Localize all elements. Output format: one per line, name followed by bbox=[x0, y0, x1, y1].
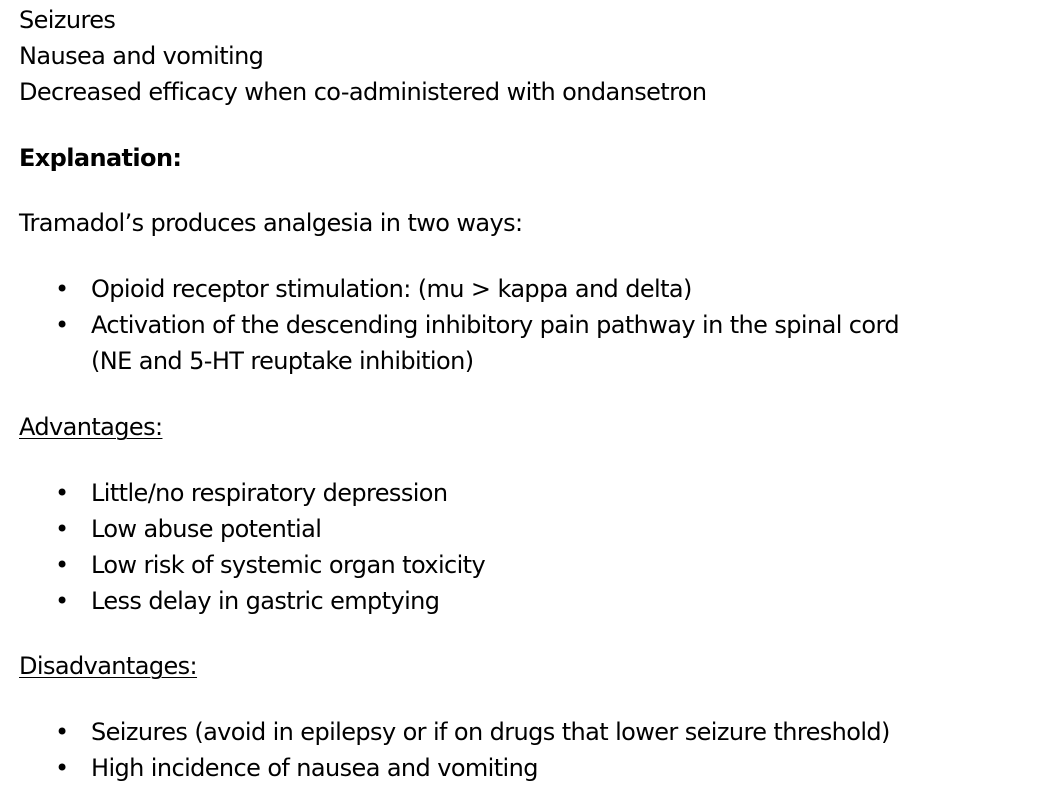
explanation-intro: Tramadol’s produces analgesia in two ways: bbox=[19, 209, 523, 237]
bullet-icon: • bbox=[55, 275, 69, 303]
bullet-icon: • bbox=[55, 479, 69, 507]
bullet-icon: • bbox=[55, 311, 69, 339]
advantage-item: Low abuse potential bbox=[91, 515, 322, 543]
answer-option-decreased-efficacy: Decreased efficacy when co-administered with ondansetron bbox=[19, 78, 707, 106]
bullet-icon: • bbox=[55, 515, 69, 543]
disadvantage-item: Seizures (avoid in epilepsy or if on drugs that lower seizure threshold) bbox=[91, 718, 890, 746]
mechanism-reuptake-continuation: (NE and 5-HT reuptake inhibition) bbox=[91, 347, 474, 375]
bullet-icon: • bbox=[55, 587, 69, 615]
mechanism-descending-pathway: Activation of the descending inhibitory pain pathway in the spinal cord bbox=[91, 311, 899, 339]
bullet-icon: • bbox=[55, 551, 69, 579]
mechanism-opioid: Opioid receptor stimulation: (mu > kappa and delta) bbox=[91, 275, 692, 303]
disadvantages-heading: Disadvantages: bbox=[19, 652, 198, 680]
disadvantage-item: High incidence of nausea and vomiting bbox=[91, 754, 538, 782]
advantages-heading: Advantages: bbox=[19, 413, 163, 441]
advantage-item: Less delay in gastric emptying bbox=[91, 587, 440, 615]
answer-option-seizures: Seizures bbox=[19, 6, 116, 34]
advantage-item: Low risk of systemic organ toxicity bbox=[91, 551, 486, 579]
bullet-icon: • bbox=[55, 754, 69, 782]
explanation-heading: Explanation: bbox=[19, 144, 182, 172]
answer-option-nausea: Nausea and vomiting bbox=[19, 42, 264, 70]
advantage-item: Little/no respiratory depression bbox=[91, 479, 448, 507]
bullet-icon: • bbox=[55, 718, 69, 746]
